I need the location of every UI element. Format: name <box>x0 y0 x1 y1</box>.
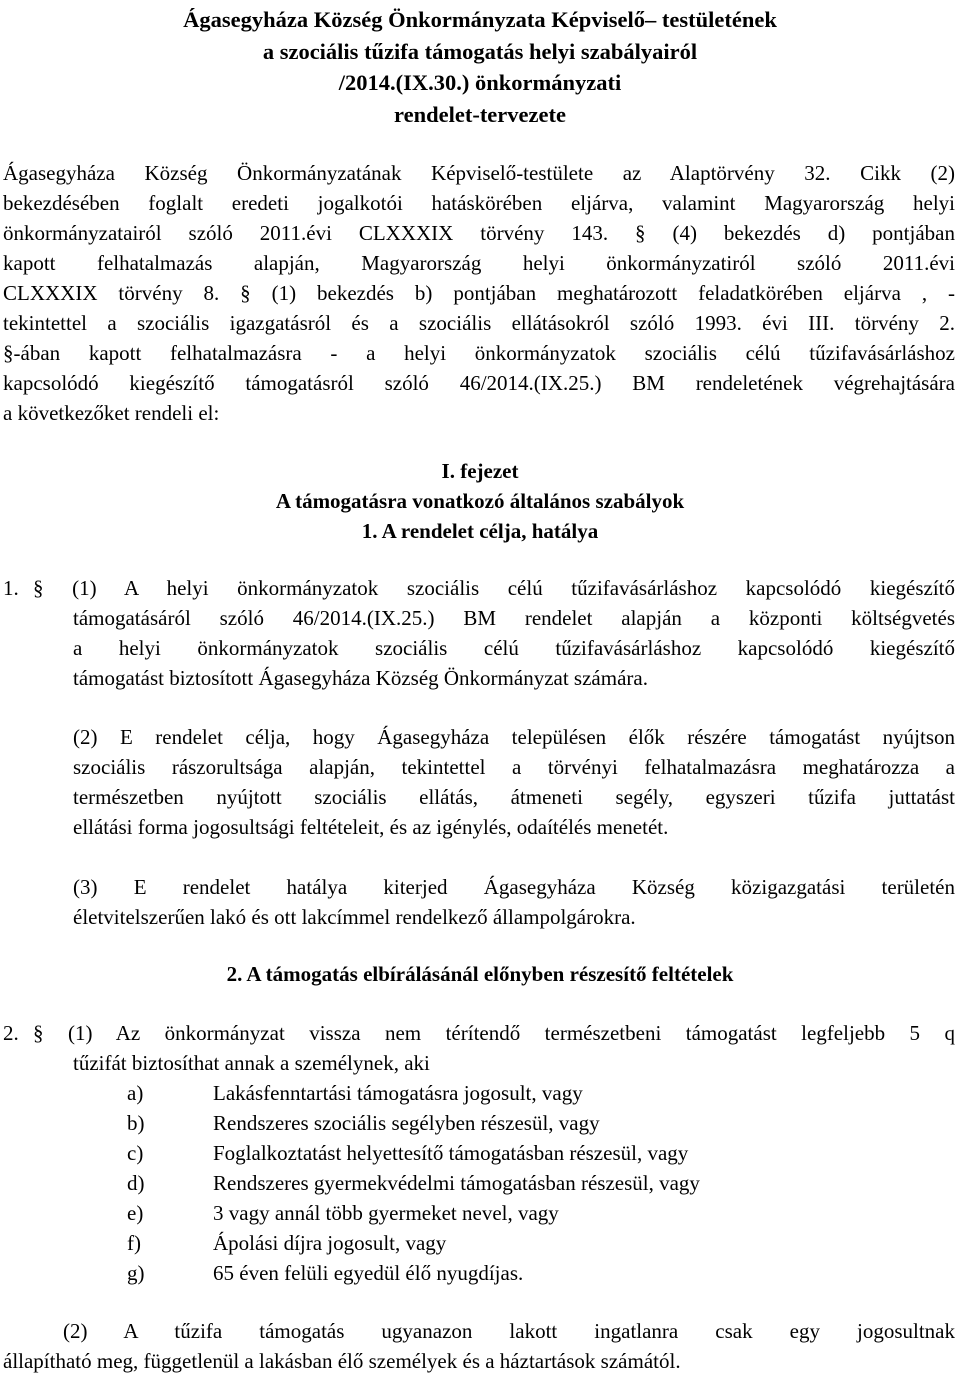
list-item-text: Rendszeres gyermekvédelmi támogatásban részesül, vagy <box>213 1171 700 1195</box>
section-1-heading: 1. A rendelet célja, hatálya <box>361 519 599 543</box>
section-2-para-1-line: § (1) Az önkormányzat vissza nem térítendő természetbeni támogatást legfeljebb 5 q <box>33 1021 955 1045</box>
preamble-line: Ágasegyháza Község Önkormányzatának Képviselő-testülete az Alaptörvény 32. Cikk (2) <box>3 161 955 185</box>
section-1-para-1-line: támogatást biztosított Ágasegyháza Község Önkormányzat számára. <box>73 666 648 690</box>
preamble-line: §-ában kapott felhatalmazásra - a helyi önkormányzatok szociális célú tűzifavásárláshoz <box>3 341 955 365</box>
chapter-title: A támogatásra vonatkozó általános szabályok <box>275 489 685 513</box>
preamble-line: CLXXXIX törvény 8. § (1) bekezdés b) pontjában meghatározott feladatkörében eljárva , - <box>3 281 955 305</box>
list-item-text: Foglalkoztatást helyettesítő támogatásban részesül, vagy <box>213 1141 689 1165</box>
list-item-text: Lakásfenntartási támogatásra jogosult, vagy <box>213 1081 583 1105</box>
section-1-para-2-line: ellátási forma jogosultsági feltételeit, és az igénylés, odaítélés menetét. <box>73 815 669 839</box>
section-1-para-2-line: (2) E rendelet célja, hogy Ágasegyháza településen élők részére támogatást nyújtson <box>73 725 955 749</box>
preamble-line: önkormányzatairól szóló 2011.évi CLXXXIX törvény 143. § (4) bekezdés d) pontjában <box>3 221 955 245</box>
chapter-number: I. fejezet <box>441 459 519 483</box>
section-2-para-2-line: állapítható meg, függetlenül a lakásban élő személyek és a háztartások számától. <box>3 1349 681 1373</box>
title-line: rendelet-tervezete <box>394 102 566 128</box>
section-1-para-1-line: § (1) A helyi önkormányzatok szociális célú tűzifavásárláshoz kapcsolódó kiegészítő <box>33 576 955 600</box>
section-1-para-1-line: a helyi önkormányzatok szociális célú tűzifavásárláshoz kapcsolódó kiegészítő <box>73 636 955 660</box>
document-title <box>0 4 960 131</box>
section-2-para-1-line: tűzifát biztosíthat annak a személynek, aki <box>73 1051 430 1075</box>
list-item-letter: c) <box>127 1141 144 1165</box>
section-1-para-3-line: életvitelszerűen lakó és ott lakcímmel rendelkező állampolgárokra. <box>73 905 636 929</box>
list-item-text: Ápolási díjra jogosult, vagy <box>213 1231 447 1255</box>
title-line: /2014.(IX.30.) önkormányzati <box>338 70 622 96</box>
section-2-number: 2. <box>3 1021 19 1045</box>
list-item-letter: e) <box>127 1201 144 1225</box>
title-line: a szociális tűzifa támogatás helyi szabályairól <box>262 38 698 64</box>
preamble-line: kapcsolódó kiegészítő támogatásról szóló 46/2014.(IX.25.) BM rendeletének végrehajtására <box>3 371 955 395</box>
section-1-para-1-line: támogatásáról szóló 46/2014.(IX.25.) BM rendelet alapján a központi költségvetés <box>73 606 955 630</box>
list-item-letter: d) <box>127 1171 145 1195</box>
preamble-line: bekezdésében foglalt eredeti jogalkotói hatáskörében eljárva, valamint Magyarország helyi <box>3 191 955 215</box>
section-1-para-2-line: szociális rászorultsága alapján, tekintettel a törvényi felhatalmazásra meghatározza a <box>73 755 955 779</box>
list-item-text: 3 vagy annál több gyermeket nevel, vagy <box>213 1201 559 1225</box>
section-1-para-2-line: természetben nyújtott szociális ellátás, átmeneti segély, egyszeri tűzifa juttatást <box>73 785 955 809</box>
section-2-para-2-line: (2) A tűzifa támogatás ugyanazon lakott ingatlanra csak egy jogosultnak <box>63 1319 955 1343</box>
preamble-line: kapott felhatalmazás alapján, Magyarország helyi önkormányzatiról szóló 2011.évi <box>3 251 955 275</box>
preamble-line: a következőket rendeli el: <box>3 401 220 425</box>
list-item-text: Rendszeres szociális segélyben részesül, vagy <box>213 1111 600 1135</box>
list-item-letter: g) <box>127 1261 145 1285</box>
list-item-letter: b) <box>127 1111 145 1135</box>
list-item-letter: f) <box>127 1231 141 1255</box>
section-1-number: 1. <box>3 576 19 600</box>
list-item-letter: a) <box>127 1081 144 1105</box>
section-1-para-3-line: (3) E rendelet hatálya kiterjed Ágasegyháza Község közigazgatási területén <box>73 875 955 899</box>
section-2-heading: 2. A támogatás elbírálásánál előnyben részesítő feltételek <box>226 962 734 986</box>
title-line: Ágasegyháza Község Önkormányzata Képviselő– testületének <box>183 7 777 32</box>
preamble-line: tekintettel a szociális igazgatásról és a szociális ellátásokról szóló 1993. évi III. törvény 2. <box>3 311 955 335</box>
list-item-text: 65 éven felüli egyedül élő nyugdíjas. <box>213 1261 524 1285</box>
